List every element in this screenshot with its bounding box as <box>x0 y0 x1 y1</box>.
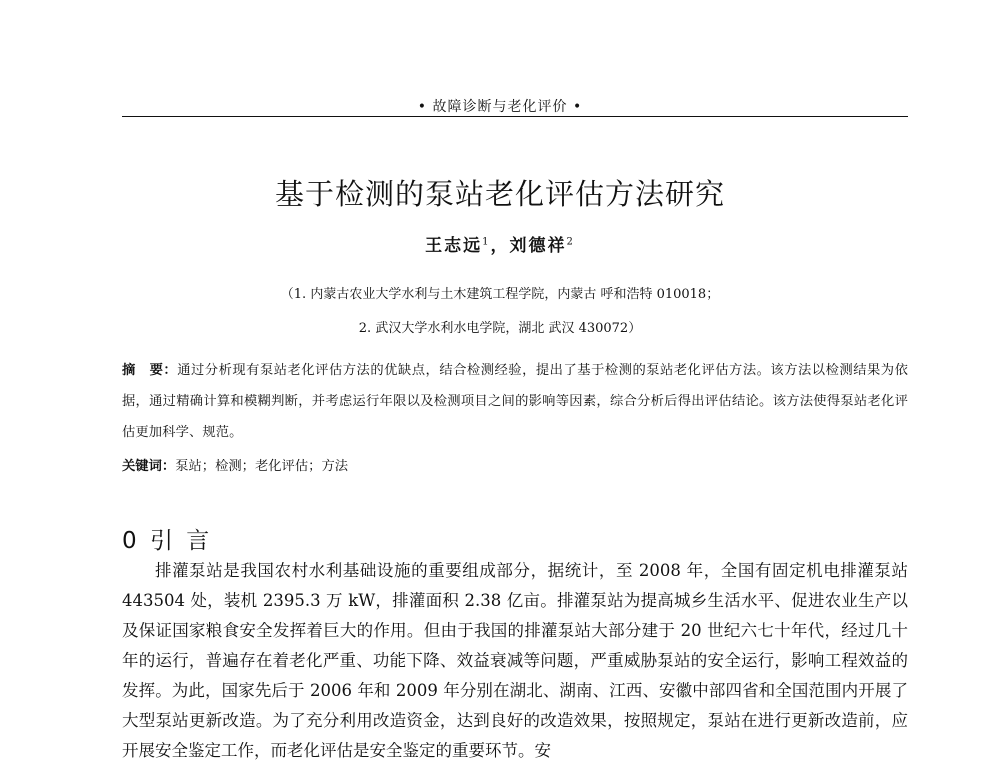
author-affil-mark: 1 <box>482 236 491 248</box>
body-paragraph: 排灌泵站是我国农村水利基础设施的重要组成部分，据统计，至 2008 年，全国有固定机电排灌泵站 443504 处，装机 2395.3 万 kW，排灌面积 2.38 亿亩。排灌泵站为提高城乡生活水平、促进农业生产以及保证国家粮食安全发挥着巨大的作用。但由于我国的排灌泵站大部分建于 20 世纪六七十年代，经过几十年的运行，普遍存在着老化严重、功能下降、效益衰减等问题，严重威胁泵站的安全运行，影响工程效益的发挥。为此，国家先后于 2006 年和 2009 年分别在湖北、湖南、江西、安徽中部四省和全国范围内开展了大型泵站更新改造。为了充分利用改造资金，达到良好的改造效果，按照规定，泵站在进行更新改造前，应开展安全鉴定工作，而老化评估是安全鉴定的重要环节。安 <box>122 561 908 760</box>
author-affil-mark: 2 <box>566 236 575 248</box>
keywords <box>122 451 908 482</box>
keywords-text: 泵站；检测；老化评估；方法 <box>175 459 349 474</box>
keywords-label: 关键词： <box>122 459 176 474</box>
paper-title: 基于检测的泵站老化评估方法研究 <box>274 177 725 211</box>
author-separator: ， <box>490 236 510 256</box>
author-line <box>0 231 1000 256</box>
author-name: 王志远 <box>425 236 483 256</box>
header-rule <box>122 116 908 117</box>
abstract-label: 摘 要： <box>122 363 178 378</box>
affiliation-2: 2. 武汉大学水利水电学院，湖北 武汉 430072） <box>358 321 642 336</box>
abstract-text: 通过分析现有泵站老化评估方法的优缺点，结合检测经验，提出了基于检测的泵站老化评估方法。该方法以检测结果为依据，通过精确计算和模糊判断，并考虑运行年限以及检测项目之间的影响等因素，综合分析后得出评估结论。该方法使得泵站老化评估更加科学、规范。 <box>122 363 908 440</box>
running-head: • 故障诊断与老化评价 • <box>417 99 583 115</box>
abstract <box>122 355 908 448</box>
section-heading: 0 引 言 <box>122 528 213 554</box>
affiliation-1: （1. 内蒙古农业大学水利与土木建筑工程学院，内蒙古 呼和浩特 010018； <box>280 287 720 302</box>
author-name: 刘德祥 <box>509 236 567 256</box>
